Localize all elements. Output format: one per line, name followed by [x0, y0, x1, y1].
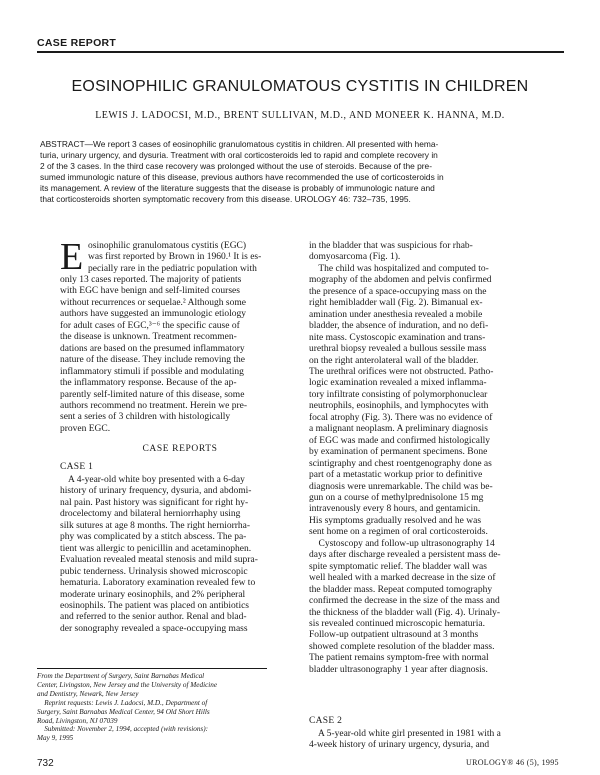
body-line: authors recommend no treatment. Herein we pre- [60, 400, 248, 411]
body-line: in the bladder that was suspicious for rhab- [309, 241, 473, 251]
body-line: dations are based on the presumed inflammatory [60, 343, 245, 354]
body-line: of EGC was made and confirmed histologically [309, 435, 490, 446]
body-line: inflammatory stimuli if possible and modulating [60, 366, 244, 377]
body-line: neutrophils, eosinophils, and lymphocytes with [309, 401, 489, 412]
body-line: spite symptomatic relief. The bladder wall was [309, 561, 487, 572]
footnote [37, 672, 282, 743]
body-line: domyosarcoma (Fig. 1). [309, 252, 401, 263]
abstract-line: turia, urinary urgency, and dysuria. Treatment with oral corticosteroids led to rapid and complete recovery in [40, 149, 438, 160]
body-line: hematuria. Laboratory examination revealed few to [60, 578, 256, 589]
body-line: scintigraphy and chest roentgenography done as [309, 458, 492, 469]
abstract [40, 139, 560, 204]
footnote-rule [37, 668, 267, 669]
body-line: without recurrences or sequelae.² Although some [60, 297, 246, 308]
body-line: showed complete resolution of the bladder mass. [309, 641, 495, 652]
body-line: bladder, the absence of induration, and no defi- [309, 321, 489, 332]
authors: LEWIS J. LADOCSI, M.D., BRENT SULLIVAN, M.D., AND MONEER K. HANNA, M.D. [95, 110, 505, 121]
body-line: 4-week history of urinary urgency, dysuria, and [309, 740, 490, 751]
body-line: the disease is unknown. Treatment recommen- [60, 332, 237, 343]
body-line: A 5-year-old white girl presented in 1981 with a [309, 729, 501, 739]
intro-body [60, 275, 300, 435]
abstract-line: ABSTRACT—We report 3 cases of eosinophilic granulomatous cystitis in children. All presented with hema- [40, 139, 439, 149]
body-line: confirmed the decrease in the size of the mass and [309, 596, 500, 607]
body-line: history of urinary frequency, dysuria, and abdomi- [60, 486, 252, 497]
body-line: bladder ultrasonography 1 year after diagnosis. [309, 664, 488, 675]
page-number: 732 [37, 758, 54, 769]
body-line: nal pain. Past history was significant for right hy- [60, 497, 249, 508]
body-line: mography of the abdomen and pelvis confirmed [309, 275, 492, 286]
body-line: Evaluation revealed meatal stenosis and mild supra- [60, 555, 258, 566]
footnote-line: Surgery, Saint Barnabas Medical Center, 94 Old Short Hills [37, 707, 210, 716]
right-column [309, 241, 564, 676]
body-line: tient was allergic to penicillin and acetaminophen. [60, 543, 252, 554]
body-line: phy was complicated by a stitch abscess. The pa- [60, 532, 247, 543]
case-1-body [60, 475, 300, 635]
case-2-body [309, 729, 564, 752]
body-line: sis revealed continued microscopic hematuria. [309, 618, 485, 629]
footnote-line: From the Department of Surgery, Saint Barnabas Medical [37, 672, 205, 680]
body-line: days after discharge revealed a persistent mass de- [309, 550, 501, 561]
case-2-label: CASE 2 [309, 716, 343, 726]
section-label: CASE REPORT [37, 37, 117, 49]
body-line: was first reported by Brown in 1960.¹ It is es- [88, 252, 262, 263]
body-line: gun on a course of methylprednisolone 15 mg [309, 492, 484, 503]
body-line: tory infiltrate consisting of polymorphonuclear [309, 389, 488, 400]
body-line: The urethral orifices were not obstructed. Patho- [309, 366, 494, 377]
body-line: eosinophils. The patient was placed on antibiotics [60, 600, 249, 611]
body-line: the thickness of the bladder wall (Fig. 4). Urinaly- [309, 607, 501, 618]
body-line: and referred to the senior author. Renal and blad- [60, 612, 247, 623]
body-line: pecially rare in the pediatric population with [88, 263, 257, 274]
abstract-line: sumed immunologic nature of this disease, previous authors have recommended the use of corticosteroids in [40, 171, 444, 182]
body-line: moderate urinary eosinophils, and 2% peripheral [60, 589, 246, 600]
footnote-line: Reprint requests: Lewis J. Ladocsi, M.D., Department of [37, 698, 208, 707]
body-line: well healed with a marked decrease in the size of [309, 573, 496, 584]
body-line: silk sutures at age 8 months. The right herniorrha- [60, 520, 251, 531]
abstract-line: 2 of the 3 cases. In the third case recovery was prolonged without the use of steroids. Because of the pre- [40, 160, 432, 171]
body-line: a malignant neoplasm. A preliminary diagnosis [309, 424, 488, 435]
body-line: Cystoscopy and follow-up ultrasonography 14 [309, 538, 495, 549]
header-rule [37, 51, 564, 53]
body-line: A 4-year-old white boy presented with a 6-day [68, 475, 245, 485]
body-line: The patient remains symptom-free with normal [309, 653, 489, 664]
intro-indented [88, 241, 300, 275]
body-line: part of a metastatic workup prior to definitive [309, 470, 483, 481]
drop-cap: E [60, 236, 84, 278]
footnote-line: Center, Livingston, New Jersey and the University of Medicine [37, 680, 218, 689]
body-line: amination under anesthesia revealed a mobile [309, 309, 483, 320]
body-line: der sonography revealed a space-occupying mass [60, 623, 248, 634]
body-line: focal atrophy (Fig. 3). There was no evidence of [309, 412, 493, 423]
body-line: The child was hospitalized and computed to- [309, 263, 489, 274]
body-line: drocelectomy and bilateral herniorrhaphy using [60, 509, 241, 520]
body-line: the presence of a space-occupying mass on the [309, 286, 487, 297]
case-1-label: CASE 1 [60, 462, 94, 472]
body-line: by examination of permanent specimens. Bone [309, 447, 488, 458]
abstract-line: that corticosteroids shorten symptomatic recovery from this disease. UROLOGY 46: 732–735, 1995. [40, 193, 411, 204]
body-line: pubic tenderness. Urinalysis showed microscopic [60, 566, 248, 577]
body-line: nite mass. Cystoscopic examination and trans- [309, 332, 486, 343]
body-line: osinophilic granulomatous cystitis (EGC) [88, 241, 247, 251]
body-line: with EGC have benign and self-limited courses [60, 286, 240, 297]
footnote-line: Submitted: November 2, 1994, accepted (with revisions): [37, 725, 208, 734]
body-line: Follow-up outpatient ultrasound at 3 months [309, 630, 479, 641]
body-line: right hemibladder wall (Fig. 2). Bimanual ex- [309, 298, 483, 309]
article-title: EOSINOPHILIC GRANULOMATOUS CYSTITIS IN CHILDREN [71, 78, 529, 95]
body-line: diagnosis were unremarkable. The child was be- [309, 481, 493, 492]
body-line: authors have suggested an immunologic etiology [60, 309, 247, 320]
body-line: intravenously every 8 hours, and gentamicin. [309, 504, 481, 515]
body-line: urethral biopsy revealed a bullous sessile mass [309, 344, 487, 355]
journal-footer: UROLOGY® 46 (5), 1995 [466, 758, 559, 767]
abstract-line: its management. A review of the literature suggests that the disease is probably of immunologic nature and [40, 182, 435, 193]
body-line: parently self-limited nature of this disease, some [60, 389, 245, 400]
body-line: His symptoms gradually resolved and he was [309, 515, 482, 526]
body-line: sent home on a regimen of oral corticosteroids. [309, 527, 488, 538]
body-line: nature of the disease. They include removing the [60, 355, 246, 366]
body-line: sent a series of 3 children with histologically [60, 412, 231, 423]
footnote-line: May 9, 1995 [37, 734, 74, 743]
body-line: the bladder mass. Repeat computed tomography [309, 584, 493, 595]
body-line: logic examination revealed a mixed inflamma- [309, 378, 487, 389]
body-line: the inflammatory response. Because of the ap- [60, 378, 237, 389]
body-line: only 13 cases reported. The majority of patients [60, 275, 242, 285]
body-line: for adult cases of EGC,³⁻⁶ the specific cause of [60, 320, 240, 331]
body-line: on the right anterolateral wall of the bladder. [309, 355, 479, 366]
footnote-line: Road, Livingston, NJ 07039 [37, 716, 118, 725]
footnote-line: and Dentistry, Newark, New Jersey [37, 689, 139, 698]
case-reports-heading: CASE REPORTS [142, 444, 218, 454]
body-line: proven EGC. [60, 423, 111, 434]
